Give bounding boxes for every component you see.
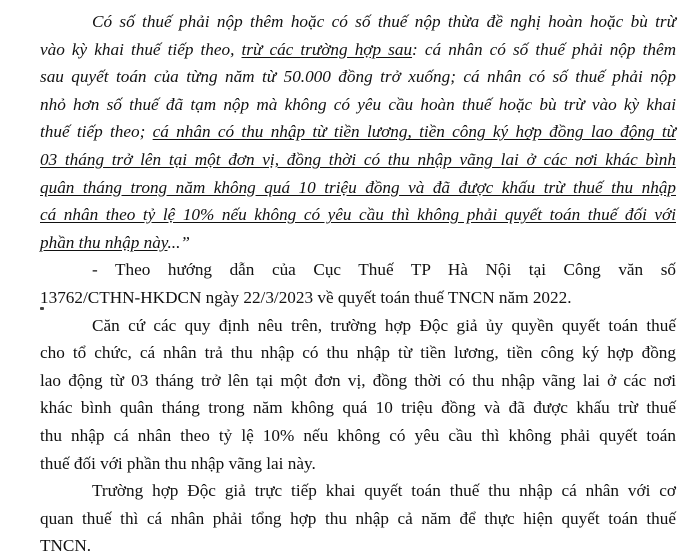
- quote-line-5-underlined: cá nhân có thu nhập từ tiền lương, tiền công ký hợp đồng lao động từ: [152, 122, 676, 142]
- conclusion-1-line-4: khác bình quân tháng trong năm không quá 10 triệu đồng và đã được khấu trừ thuế: [40, 398, 676, 418]
- quote-line-6: 03 tháng trở lên tại một đơn vị, đồng thời có thu nhập vãng lai ở các nơi khác bình: [40, 149, 676, 169]
- quote-line-9-rest: ...”: [167, 232, 190, 252]
- quote-line-9: [40, 229, 676, 257]
- conclusion-1-line-6: thuế đối với phần thu nhập vãng lai này.: [40, 453, 316, 473]
- guidance-line-2: 13762/CTHN-HKDCN ngày 22/3/2023 về quyết toán thuế TNCN năm 2022.: [40, 287, 572, 307]
- quote-line-2-rest: : cá nhân có số thuế phải nộp thêm: [412, 39, 677, 59]
- guidance-line-1: - Theo hướng dẫn của Cục Thuế TP Hà Nội tại Công văn số: [92, 260, 676, 280]
- document-page: [40, 8, 676, 560]
- quote-line-2-text: vào kỳ khai thuế tiếp theo,: [40, 39, 242, 59]
- conclusion-1-line-3: lao động từ 03 tháng trở lên tại một đơn vị, đồng thời có thu nhập vãng lai ở các nơi: [40, 370, 676, 390]
- quote-line-2-underlined: trừ các trường hợp sau: [241, 39, 413, 59]
- conclusion-1-line-5: thu nhập cá nhân theo tỷ lệ 10% nếu không có yêu cầu thì không phải quyết toán: [40, 425, 676, 445]
- conclusion-1-line-2: cho tổ chức, cá nhân trả thu nhập có thu nhập từ tiền lương, tiền công ký hợp đồng: [40, 343, 676, 363]
- quote-line-5: [40, 118, 676, 146]
- quote-line-7: quân tháng trong năm không quá 10 triệu đồng và đã được khấu trừ thuế thu nhập: [40, 177, 676, 197]
- conclusion-1-line-1: Căn cứ các quy định nêu trên, trường hợp Độc giả ủy quyền quyết toán thuế: [92, 315, 676, 335]
- conclusion-2-line-2: quan thuế thì cá nhân phải tổng hợp thu nhập cả năm để thực hiện quyết toán thuế: [40, 508, 676, 528]
- quote-line-2: [40, 36, 676, 64]
- quote-line-1: Có số thuế phải nộp thêm hoặc có số thuế nộp thừa đề nghị hoàn hoặc bù trừ: [92, 12, 676, 31]
- guidance-paragraph: [40, 256, 676, 311]
- conclusion-paragraph-2: [40, 477, 676, 560]
- quote-line-5-text: thuế tiếp theo;: [40, 122, 153, 142]
- conclusion-2-line-3: TNCN.: [40, 536, 92, 556]
- quote-line-9-underlined: phần thu nhập này: [40, 232, 168, 252]
- quote-line-8: cá nhân theo tỷ lệ 10% nếu không có yêu cầu thì không phải quyết toán thuế đối với: [40, 205, 676, 225]
- quote-line-3: sau quyết toán của từng năm từ 50.000 đồng trở xuống; cá nhân có số thuế phải nộp: [40, 67, 676, 87]
- conclusion-paragraph-1: [40, 312, 676, 478]
- quote-line-4: nhỏ hơn số thuế đã tạm nộp mà không có yêu cầu hoàn thuế hoặc bù trừ vào kỳ khai: [40, 94, 676, 114]
- conclusion-2-line-1: Trường hợp Độc giả trực tiếp khai quyết toán thuế thu nhập cá nhân với cơ: [92, 481, 676, 501]
- scan-artifact-mark: [40, 307, 44, 310]
- quote-block: [40, 8, 676, 256]
